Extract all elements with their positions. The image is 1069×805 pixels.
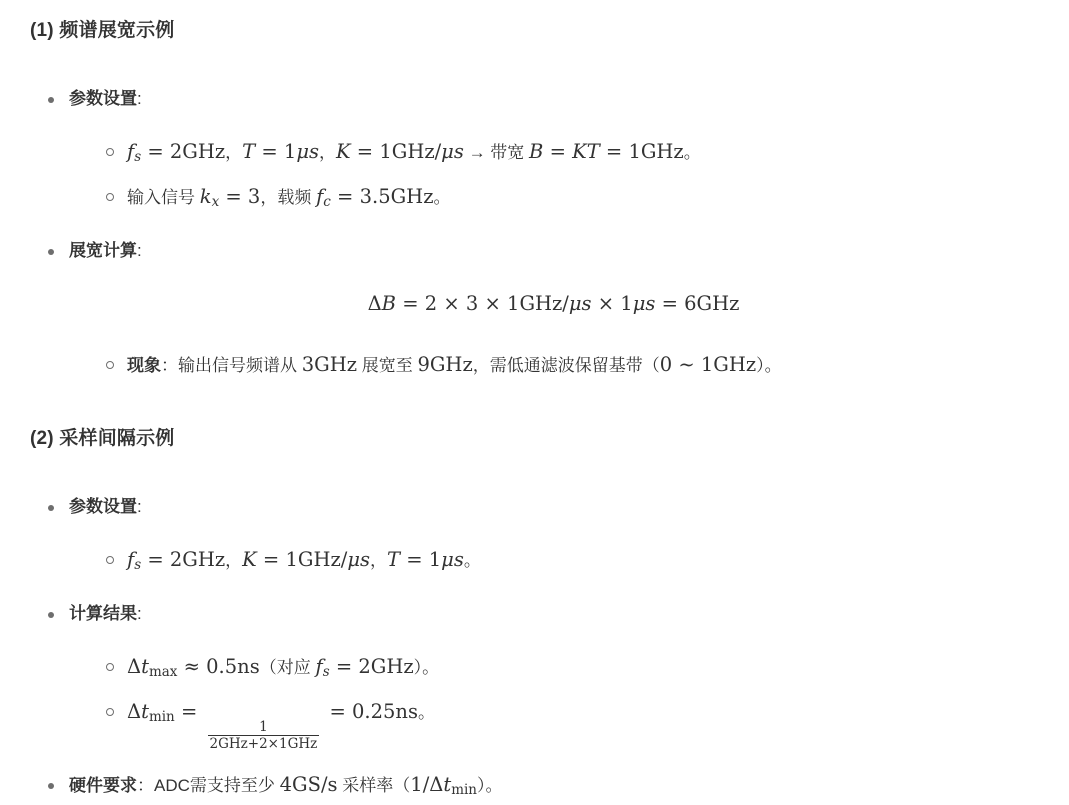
math-subscript: s xyxy=(134,557,142,573)
math-text: 0 ∼ 1GHz xyxy=(659,353,757,376)
math-text: 9GHz xyxy=(417,353,473,376)
text-run: ）。 xyxy=(756,356,782,375)
list-item-level-2 xyxy=(106,136,1039,173)
math-text: ≈ 0.5ns xyxy=(177,655,260,678)
bold-label: 展宽计算 xyxy=(69,241,137,260)
math-text: = 1GHz/ xyxy=(350,140,442,163)
text-run: ， xyxy=(370,551,387,570)
math-variable: B xyxy=(381,292,397,315)
bullet-shape xyxy=(106,193,114,201)
list-item-text xyxy=(127,136,701,173)
text-run: ，载频 xyxy=(260,188,317,207)
math-variable: KT xyxy=(572,140,600,163)
list-item-text xyxy=(69,236,142,266)
text-run: 输入信号 xyxy=(127,188,200,207)
list-item-text xyxy=(69,770,503,805)
math-subscript: min xyxy=(148,709,175,725)
list-item-level-1 xyxy=(48,236,1039,266)
bullet-shape xyxy=(106,556,114,564)
text-run: : xyxy=(137,241,142,260)
math-text: = xyxy=(174,700,204,723)
text-run: ：ADC需支持至少 xyxy=(137,776,280,796)
list-item-text xyxy=(127,651,439,688)
list-item-level-2 xyxy=(106,651,1039,688)
math-text: Δ xyxy=(367,292,382,315)
math-text: Δ xyxy=(127,655,142,678)
disc-bullet-icon xyxy=(48,84,69,103)
math-variable: B xyxy=(529,140,544,163)
math-variable: K xyxy=(336,140,351,163)
math-text: = 2GHz xyxy=(141,548,226,571)
math-variable: T xyxy=(387,548,401,571)
math-variable: μs xyxy=(441,140,464,163)
text-run: → 带宽 xyxy=(463,143,530,162)
text-run: : xyxy=(137,497,142,516)
bold-label: 计算结果 xyxy=(69,604,137,623)
math-text: = xyxy=(543,140,573,163)
math-subscript: x xyxy=(211,194,220,210)
list-item-text xyxy=(69,84,142,114)
bullet-shape xyxy=(48,505,54,511)
disc-bullet-icon xyxy=(48,770,69,789)
circle-bullet-icon xyxy=(106,651,127,671)
list-item-level-1 xyxy=(48,599,1039,629)
text-run: ：输出信号频谱从 xyxy=(161,356,302,375)
bold-label: 现象 xyxy=(127,356,161,375)
math-variable: f xyxy=(127,140,135,163)
text-run: ，需低通滤波保留基带（ xyxy=(472,356,660,375)
disc-bullet-icon xyxy=(48,492,69,511)
circle-bullet-icon xyxy=(106,136,127,156)
text-run: ， xyxy=(225,143,243,162)
math-subscript: c xyxy=(323,194,331,210)
math-text: = 1GHz/ xyxy=(256,548,348,571)
text-run: 。 xyxy=(417,703,435,722)
bold-label: 参数设置 xyxy=(69,497,137,516)
disc-bullet-icon xyxy=(48,599,69,618)
math-variable: μs xyxy=(441,548,464,571)
list-item-text xyxy=(127,696,435,752)
math-subscript: min xyxy=(451,782,478,799)
math-subscript: s xyxy=(322,664,330,680)
text-run: 展宽至 xyxy=(357,356,418,375)
list-item-level-2 xyxy=(106,696,1039,752)
math-text: = 6GHz xyxy=(655,292,740,315)
display-equation xyxy=(68,286,1039,323)
bullet-shape xyxy=(48,612,54,618)
math-variable: f xyxy=(316,185,324,208)
math-variable: μs xyxy=(632,292,656,315)
list-item-text xyxy=(69,492,142,522)
list-item-level-1 xyxy=(48,770,1039,805)
math-variable: μs xyxy=(296,140,320,163)
section-heading: (1) 频谱展宽示例 xyxy=(30,20,175,41)
list-item-text xyxy=(127,544,481,581)
math-text: = 1GHz xyxy=(599,140,684,163)
math-text: 3GHz xyxy=(301,353,357,376)
math-variable: t xyxy=(141,700,149,723)
math-text: 4GS/s xyxy=(279,773,338,797)
math-text: = 1 xyxy=(255,140,297,163)
list-item-text xyxy=(127,181,450,218)
text-run: ）。 xyxy=(413,658,440,677)
bullet-shape xyxy=(106,708,114,716)
math-subscript: s xyxy=(134,149,142,165)
bullet-shape xyxy=(48,249,54,255)
math-variable: f xyxy=(127,548,135,571)
text-run: ）。 xyxy=(477,776,503,796)
circle-bullet-icon xyxy=(106,349,127,369)
math-variable: T xyxy=(242,140,256,163)
circle-bullet-icon xyxy=(106,696,127,716)
text-run: ， xyxy=(225,551,243,570)
fraction-numerator: 1 xyxy=(259,719,268,735)
circle-bullet-icon xyxy=(106,181,127,201)
list-item-level-2 xyxy=(106,349,1039,382)
text-run: （对应 xyxy=(259,658,316,677)
math-variable: μs xyxy=(347,548,370,571)
disc-bullet-icon xyxy=(48,236,69,255)
bullet-shape xyxy=(48,97,54,103)
math-text: = 3.5GHz xyxy=(330,185,434,208)
bullet-shape xyxy=(106,361,114,369)
math-text: = 1 xyxy=(400,548,442,571)
bold-label: 参数设置 xyxy=(69,89,137,108)
fraction xyxy=(208,719,320,752)
text-run: : xyxy=(137,89,142,108)
math-variable: K xyxy=(242,548,257,571)
text-run: 。 xyxy=(433,188,451,207)
list-item-level-1 xyxy=(48,84,1039,114)
math-text: = 2GHz xyxy=(329,655,414,678)
text-run: 。 xyxy=(683,143,701,162)
bullet-shape xyxy=(48,783,54,789)
list-item-level-2 xyxy=(106,544,1039,581)
math-variable: k xyxy=(199,185,212,208)
text-run: 采样率（ xyxy=(337,776,411,796)
fraction-denominator: 2GHz+2×1GHz xyxy=(209,736,318,753)
math-variable: t xyxy=(443,773,452,797)
text-run: 。 xyxy=(463,551,481,570)
math-subscript: max xyxy=(148,664,178,680)
list-item-level-2 xyxy=(106,181,1039,218)
bullet-shape xyxy=(106,148,114,156)
math-text: Δ xyxy=(127,700,142,723)
circle-bullet-icon xyxy=(106,544,127,564)
math-variable: f xyxy=(315,655,323,678)
math-text: 1/Δ xyxy=(410,773,444,797)
text-run: ， xyxy=(319,143,337,162)
bullet-shape xyxy=(106,663,114,671)
math-text: × 1 xyxy=(591,292,633,315)
math-text: = 2 × 3 × 1GHz/ xyxy=(396,292,569,315)
math-text: = 2GHz xyxy=(141,140,226,163)
math-variable: t xyxy=(141,655,149,678)
section-heading: (2) 采样间隔示例 xyxy=(30,428,175,449)
list-item-text xyxy=(127,349,782,382)
bold-label: 硬件要求 xyxy=(69,776,137,796)
list-item-level-1 xyxy=(48,492,1039,522)
math-text: = 3 xyxy=(219,185,261,208)
math-variable: μs xyxy=(568,292,592,315)
text-run: : xyxy=(137,604,142,623)
list-item-text xyxy=(69,599,142,629)
math-text: = 0.25ns xyxy=(323,700,418,723)
